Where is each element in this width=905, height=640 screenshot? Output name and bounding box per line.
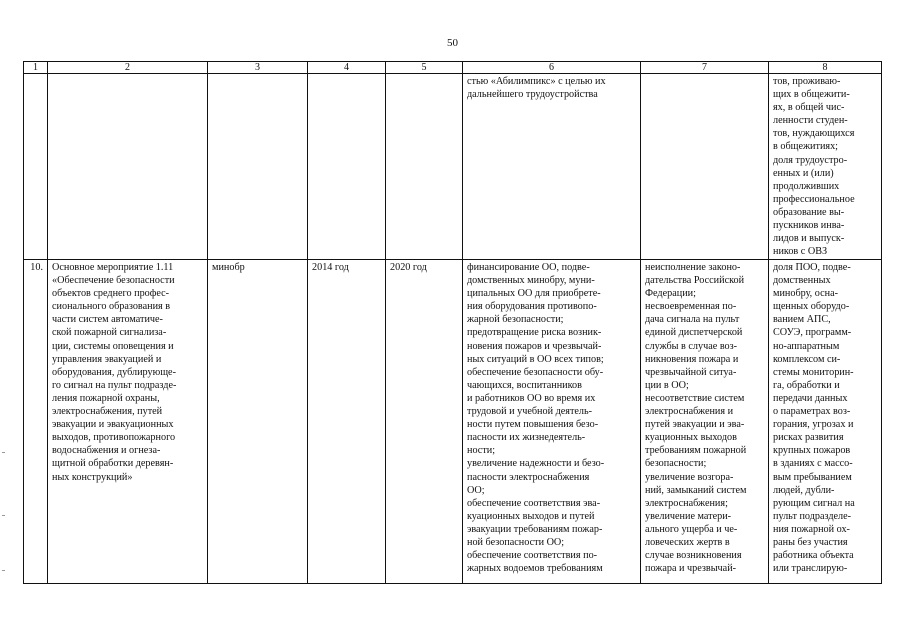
column-number-cell: 6 xyxy=(463,62,641,74)
table-row-10 xyxy=(24,260,882,584)
end-year-cell: 2020 год xyxy=(386,260,463,584)
column-number-cell: 4 xyxy=(308,62,386,74)
continued-table-row xyxy=(24,74,882,260)
measures-table xyxy=(23,61,882,584)
row-number-cell: 10. xyxy=(24,260,48,584)
indicators-cell: тов, проживаю- щих в общежити- ях, в общей чис- ленности студен- тов, нуждающихся в общежитиях; доля трудоустро- енных и (или) продолживших профессиональное образование вы- пускников инва- лидов и выпуск- ников с ОВЗ xyxy=(769,74,882,260)
expected-result-cell: стью «Абилимпикс» с целью их дальнейшего трудоустройства xyxy=(463,74,641,260)
scan-margin-mark xyxy=(2,570,5,571)
measure-name-cell: Основное мероприятие 1.11 «Обеспечение безопасности объектов среднего профес- сионального образования в части систем автоматиче- ской пожарной сигнализа- ции, системы оповещения и управления эвакуацией и оборудования, дублирующе- го сигнал на пульт подразде- ления пожарной охраны, электроснабжения, путей эвакуации и эвакуационных выходов, противопожарного водоснабжения и огнеза- щитной обработки деревян- ных конструкций» xyxy=(48,260,208,584)
executor-cell: минобр xyxy=(208,260,308,584)
scan-margin-mark xyxy=(2,515,5,516)
column-number-row xyxy=(24,62,882,74)
column-number-cell: 5 xyxy=(386,62,463,74)
column-number-cell: 7 xyxy=(641,62,769,74)
scan-margin-mark xyxy=(2,452,5,453)
expected-result-cell: финансирование ОО, подве- домственных минобру, муни- ципальных ОО для приобрете- ния оборудования противопо- жарной безопасности; предотвращение риска возник- новения пожаров и чрезвычай- ных ситуаций в ОО всех типов; обеспечение безопасности обу- чающихся, воспитанников и работников ОО во время их трудовой и учебной деятель- ности путем повышения безо- пасности их жизнедеятель- ности; увеличение надежности и безо- пасности электроснабжения ОО; обеспечение соответствия эва- куационных выходов и путей эвакуации требованиям пожар- ной безопасности ОО; обеспечение соответствия по- жарных водоемов требованиям xyxy=(463,260,641,584)
consequences-cell: неисполнение законо- дательства Российской Федерации; несвоевременная по- дача сигнала на пульт единой диспетчерской службы в случае воз- никновения пожара и чрезвычайной ситуа- ции в ОО; несоответствие систем электроснабжения и путей эвакуации и эва- куационных выходов требованиям пожарной безопасности; увеличение возгора- ний, замыканий систем электроснабжения; увеличение матери- ального ущерба и че- ловеческих жертв в случае возникновения пожара и чрезвычай- xyxy=(641,260,769,584)
executor-cell xyxy=(208,74,308,260)
start-year-cell xyxy=(308,74,386,260)
row-number-cell xyxy=(24,74,48,260)
column-number-cell: 8 xyxy=(769,62,882,74)
column-number-cell: 2 xyxy=(48,62,208,74)
page-number: 50 xyxy=(447,37,458,49)
measure-name-cell xyxy=(48,74,208,260)
column-number-cell: 3 xyxy=(208,62,308,74)
consequences-cell xyxy=(641,74,769,260)
indicators-cell: доля ПОО, подве- домственных минобру, осна- щенных оборудо- ванием АПС, СОУЭ, программ- но-аппаратным комплексом си- стемы мониторин- га, обработки и передачи данных о параметрах воз- горания, угрозах и рисках развития крупных пожаров в зданиях с массо- вым пребыванием людей, дубли- рующим сигнал на пульт подразделе- ния пожарной ох- раны без участия работника объекта или транслирую- xyxy=(769,260,882,584)
start-year-cell: 2014 год xyxy=(308,260,386,584)
column-number-cell: 1 xyxy=(24,62,48,74)
end-year-cell xyxy=(386,74,463,260)
